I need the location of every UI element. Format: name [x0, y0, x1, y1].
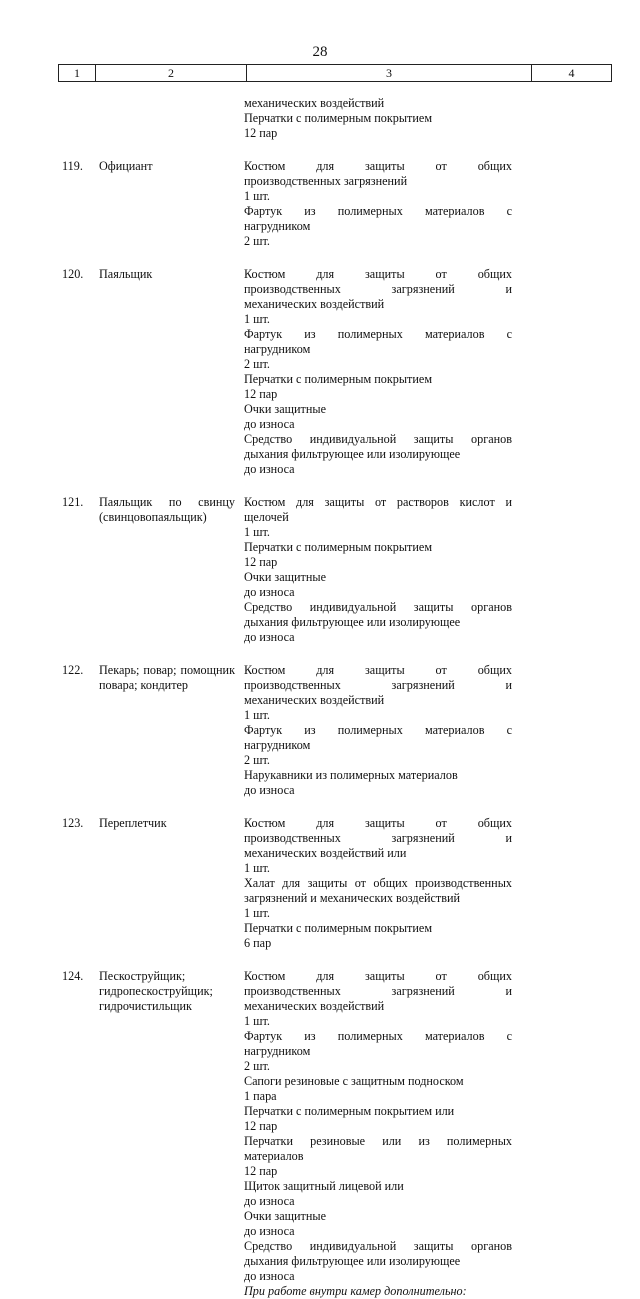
entry-continuation: [0, 96, 640, 141]
item-text: Сапоги резиновые с защитным подноском: [244, 1074, 464, 1088]
item: [244, 663, 514, 723]
item-qty: до износа: [244, 585, 295, 599]
item-line: [244, 510, 514, 525]
entry-gap: [0, 798, 640, 816]
item-line: [244, 174, 514, 189]
item-line: [244, 1044, 514, 1059]
item-text: Костюм для защиты от общих: [244, 969, 512, 983]
item-qty: до износа: [244, 783, 295, 797]
item-qty: 1 шт.: [244, 525, 270, 539]
item: [244, 96, 514, 111]
entry-items: [244, 495, 514, 645]
item-qty: 12 пар: [244, 387, 278, 401]
item-text: Нарукавники из полимерных материалов: [244, 768, 458, 782]
entry-gap: [0, 141, 640, 159]
item: [244, 876, 514, 921]
item: [244, 372, 514, 402]
item: [244, 267, 514, 327]
item-text: производственных загрязнений и: [244, 678, 512, 692]
item-line: [244, 693, 514, 708]
item-line: [244, 327, 514, 342]
item-text: нагрудником: [244, 738, 311, 752]
item: [244, 495, 514, 540]
item-text: Перчатки с полимерным покрытием: [244, 372, 433, 386]
item-text: Костюм для защиты от общих: [244, 267, 512, 281]
item-line: [244, 540, 514, 555]
item: [244, 816, 514, 876]
item-text: механических воздействий: [244, 96, 385, 110]
item-line: [244, 204, 514, 219]
item-text: производственных загрязнений: [244, 174, 408, 188]
item-row: [244, 96, 514, 111]
item-qty: 1 шт.: [244, 312, 270, 326]
entry-items: [244, 96, 514, 141]
item-line: [244, 891, 514, 906]
header-col-1: 1: [59, 65, 96, 81]
item: [244, 723, 514, 768]
item-line: [244, 663, 514, 678]
item-text: дыхания фильтрующее или изолирующее: [244, 615, 461, 629]
item-qty: 12 пар: [244, 1164, 278, 1178]
item-qty: 1 пара: [244, 1089, 277, 1103]
item-text: нагрудником: [244, 342, 311, 356]
item-qty: 1 шт.: [244, 708, 270, 722]
item-text: Очки защитные: [244, 402, 326, 416]
entry-number: 120.: [62, 267, 84, 281]
header-col-2: 2: [96, 65, 247, 81]
entry-gap: [0, 249, 640, 267]
item-line: [244, 969, 514, 984]
item-qty: до износа: [244, 1194, 295, 1208]
item-text: Фартук из полимерных материалов с: [244, 327, 512, 341]
item: [244, 204, 514, 249]
item-text: нагрудником: [244, 1044, 311, 1058]
entry-profession: Паяльщик по свинцу (свинцовопаяльщик): [99, 495, 235, 524]
item: [244, 768, 514, 798]
item-line: [244, 1134, 514, 1149]
item-qty: до износа: [244, 1269, 295, 1283]
entry-123: [0, 816, 640, 951]
entry-number: 119.: [62, 159, 83, 173]
item: [244, 402, 514, 432]
item-line: [244, 267, 514, 282]
item-line: [244, 1254, 514, 1269]
item-line: [244, 816, 514, 831]
item-line: [244, 447, 514, 462]
item-line: [244, 282, 514, 297]
item-text: механических воздействий: [244, 297, 385, 311]
item-text: Перчатки с полимерным покрытием: [244, 921, 433, 935]
entry-120: [0, 267, 640, 477]
item-line: [244, 1104, 514, 1119]
item-line: [244, 678, 514, 693]
item-text: Очки защитные: [244, 570, 326, 584]
entry-profession: Переплетчик: [99, 816, 167, 830]
entry-profession: Пекарь; повар; помощник повара; кондитер: [99, 663, 235, 692]
item-line: [244, 297, 514, 312]
item-text: дыхания фильтрующее или изолирующее: [244, 1254, 461, 1268]
item-text: нагрудником: [244, 219, 311, 233]
item-line: [244, 1149, 514, 1164]
item-qty: 2 шт.: [244, 753, 270, 767]
item: [244, 1029, 514, 1074]
entry-items: [244, 969, 514, 1299]
entry-profession: Пескоструйщик; гидропескоструйщик; гидрочистильщик: [99, 969, 213, 1013]
item: [244, 1074, 514, 1104]
item-text: механических воздействий: [244, 999, 385, 1013]
item-text: механических воздействий или: [244, 846, 407, 860]
item-line: [244, 723, 514, 738]
item: [244, 111, 514, 141]
header-col-3: 3: [247, 65, 532, 81]
page-number: 28: [312, 44, 328, 60]
item-line: [244, 570, 514, 585]
item-line: [244, 1179, 514, 1194]
entry-number: 122.: [62, 663, 84, 677]
item-qty: 2 шт.: [244, 1059, 270, 1073]
item-line: [244, 219, 514, 234]
entry-items: [244, 267, 514, 477]
entry-profession: Официант: [99, 159, 153, 173]
item-text: Перчатки с полимерным покрытием: [244, 540, 433, 554]
item-qty: 1 шт.: [244, 861, 270, 875]
item-qty: 12 пар: [244, 1119, 278, 1133]
item-line: [244, 831, 514, 846]
entry-121: [0, 495, 640, 645]
item-text: Перчатки с полимерным покрытием или: [244, 1104, 455, 1118]
item-text: Костюм для защиты от общих: [244, 663, 512, 677]
item-qty: 1 шт.: [244, 189, 270, 203]
item-text: Фартук из полимерных материалов с: [244, 204, 512, 218]
item-line: [244, 999, 514, 1014]
item-text: Перчатки с полимерным покрытием: [244, 111, 433, 125]
item-line: [244, 372, 514, 387]
item: [244, 1104, 514, 1134]
item: [244, 432, 514, 477]
item-line: [244, 876, 514, 891]
item-text: Халат для защиты от общих производственных: [244, 876, 512, 890]
entry-number: 123.: [62, 816, 84, 830]
entry-note: При работе внутри камер дополнительно:: [244, 1284, 467, 1298]
entry-items: [244, 159, 514, 249]
item-text: Средство индивидуальной защиты органов: [244, 600, 512, 614]
item-qty: до износа: [244, 1224, 295, 1238]
entry-124: [0, 969, 640, 1299]
item: [244, 1209, 514, 1239]
item: [244, 1179, 514, 1209]
item: [244, 540, 514, 570]
item-text: дыхания фильтрующее или изолирующее: [244, 447, 461, 461]
item-text: производственных загрязнений и: [244, 984, 512, 998]
entry-122: [0, 663, 640, 798]
header-col-4: 4: [568, 66, 575, 80]
item-qty: до износа: [244, 462, 295, 476]
item: [244, 327, 514, 372]
item-line: [244, 921, 514, 936]
item-text: Очки защитные: [244, 1209, 326, 1223]
item-line: [244, 846, 514, 861]
item-line: [244, 342, 514, 357]
item-row: [244, 111, 514, 126]
item-text: Средство индивидуальной защиты органов: [244, 1239, 512, 1253]
item-text: Фартук из полимерных материалов с: [244, 723, 512, 737]
item-text: Щиток защитный лицевой или: [244, 1179, 404, 1193]
item-line: [244, 1209, 514, 1224]
entry-gap: [0, 645, 640, 663]
item-line: [244, 402, 514, 417]
item-line: [244, 1029, 514, 1044]
item: [244, 600, 514, 645]
table-header: [58, 64, 612, 82]
item-qty: до износа: [244, 417, 295, 431]
item-line: [244, 159, 514, 174]
entry-profession: Паяльщик: [99, 267, 153, 281]
item: [244, 969, 514, 1029]
entry-items: [244, 816, 514, 951]
item-qty: 12 пар: [244, 555, 278, 569]
item-line: [244, 615, 514, 630]
item: [244, 159, 514, 204]
item-text: Костюм для защиты от общих: [244, 816, 512, 830]
item: [244, 1239, 514, 1284]
item-text: загрязнений и механических воздействий: [244, 891, 461, 905]
entry-number: 121.: [62, 495, 84, 509]
item-line: [244, 984, 514, 999]
item-text: Костюм для защиты от растворов кислот и: [244, 495, 512, 509]
item: [244, 921, 514, 951]
item-qty: до износа: [244, 630, 295, 644]
item: [244, 1134, 514, 1179]
item-line: [244, 495, 514, 510]
entry-gap: [0, 477, 640, 495]
item-text: Средство индивидуальной защиты органов: [244, 432, 512, 446]
item-qty: 2 шт.: [244, 357, 270, 371]
item-text: производственных загрязнений и: [244, 831, 512, 845]
item-qty: 2 шт.: [244, 234, 270, 248]
item-text: производственных загрязнений и: [244, 282, 512, 296]
entry-119: [0, 159, 640, 249]
item-line: [244, 1074, 514, 1089]
item-qty: 12 пар: [244, 126, 278, 140]
item-text: щелочей: [244, 510, 289, 524]
table-body: [0, 96, 640, 1299]
item-text: Фартук из полимерных материалов с: [244, 1029, 512, 1043]
item: [244, 570, 514, 600]
item-line: [244, 600, 514, 615]
item-qty: 1 шт.: [244, 906, 270, 920]
item-qty: 1 шт.: [244, 1014, 270, 1028]
entry-number: 124.: [62, 969, 84, 983]
item-line: [244, 768, 514, 783]
item-line: [244, 1239, 514, 1254]
item-line: [244, 738, 514, 753]
item-text: материалов: [244, 1149, 304, 1163]
entry-items: [244, 663, 514, 798]
item-qty: 6 пар: [244, 936, 272, 950]
item-text: Перчатки резиновые или из полимерных: [244, 1134, 512, 1148]
item-text: Костюм для защиты от общих: [244, 159, 512, 173]
item-line: [244, 432, 514, 447]
item-text: механических воздействий: [244, 693, 385, 707]
entry-gap: [0, 951, 640, 969]
